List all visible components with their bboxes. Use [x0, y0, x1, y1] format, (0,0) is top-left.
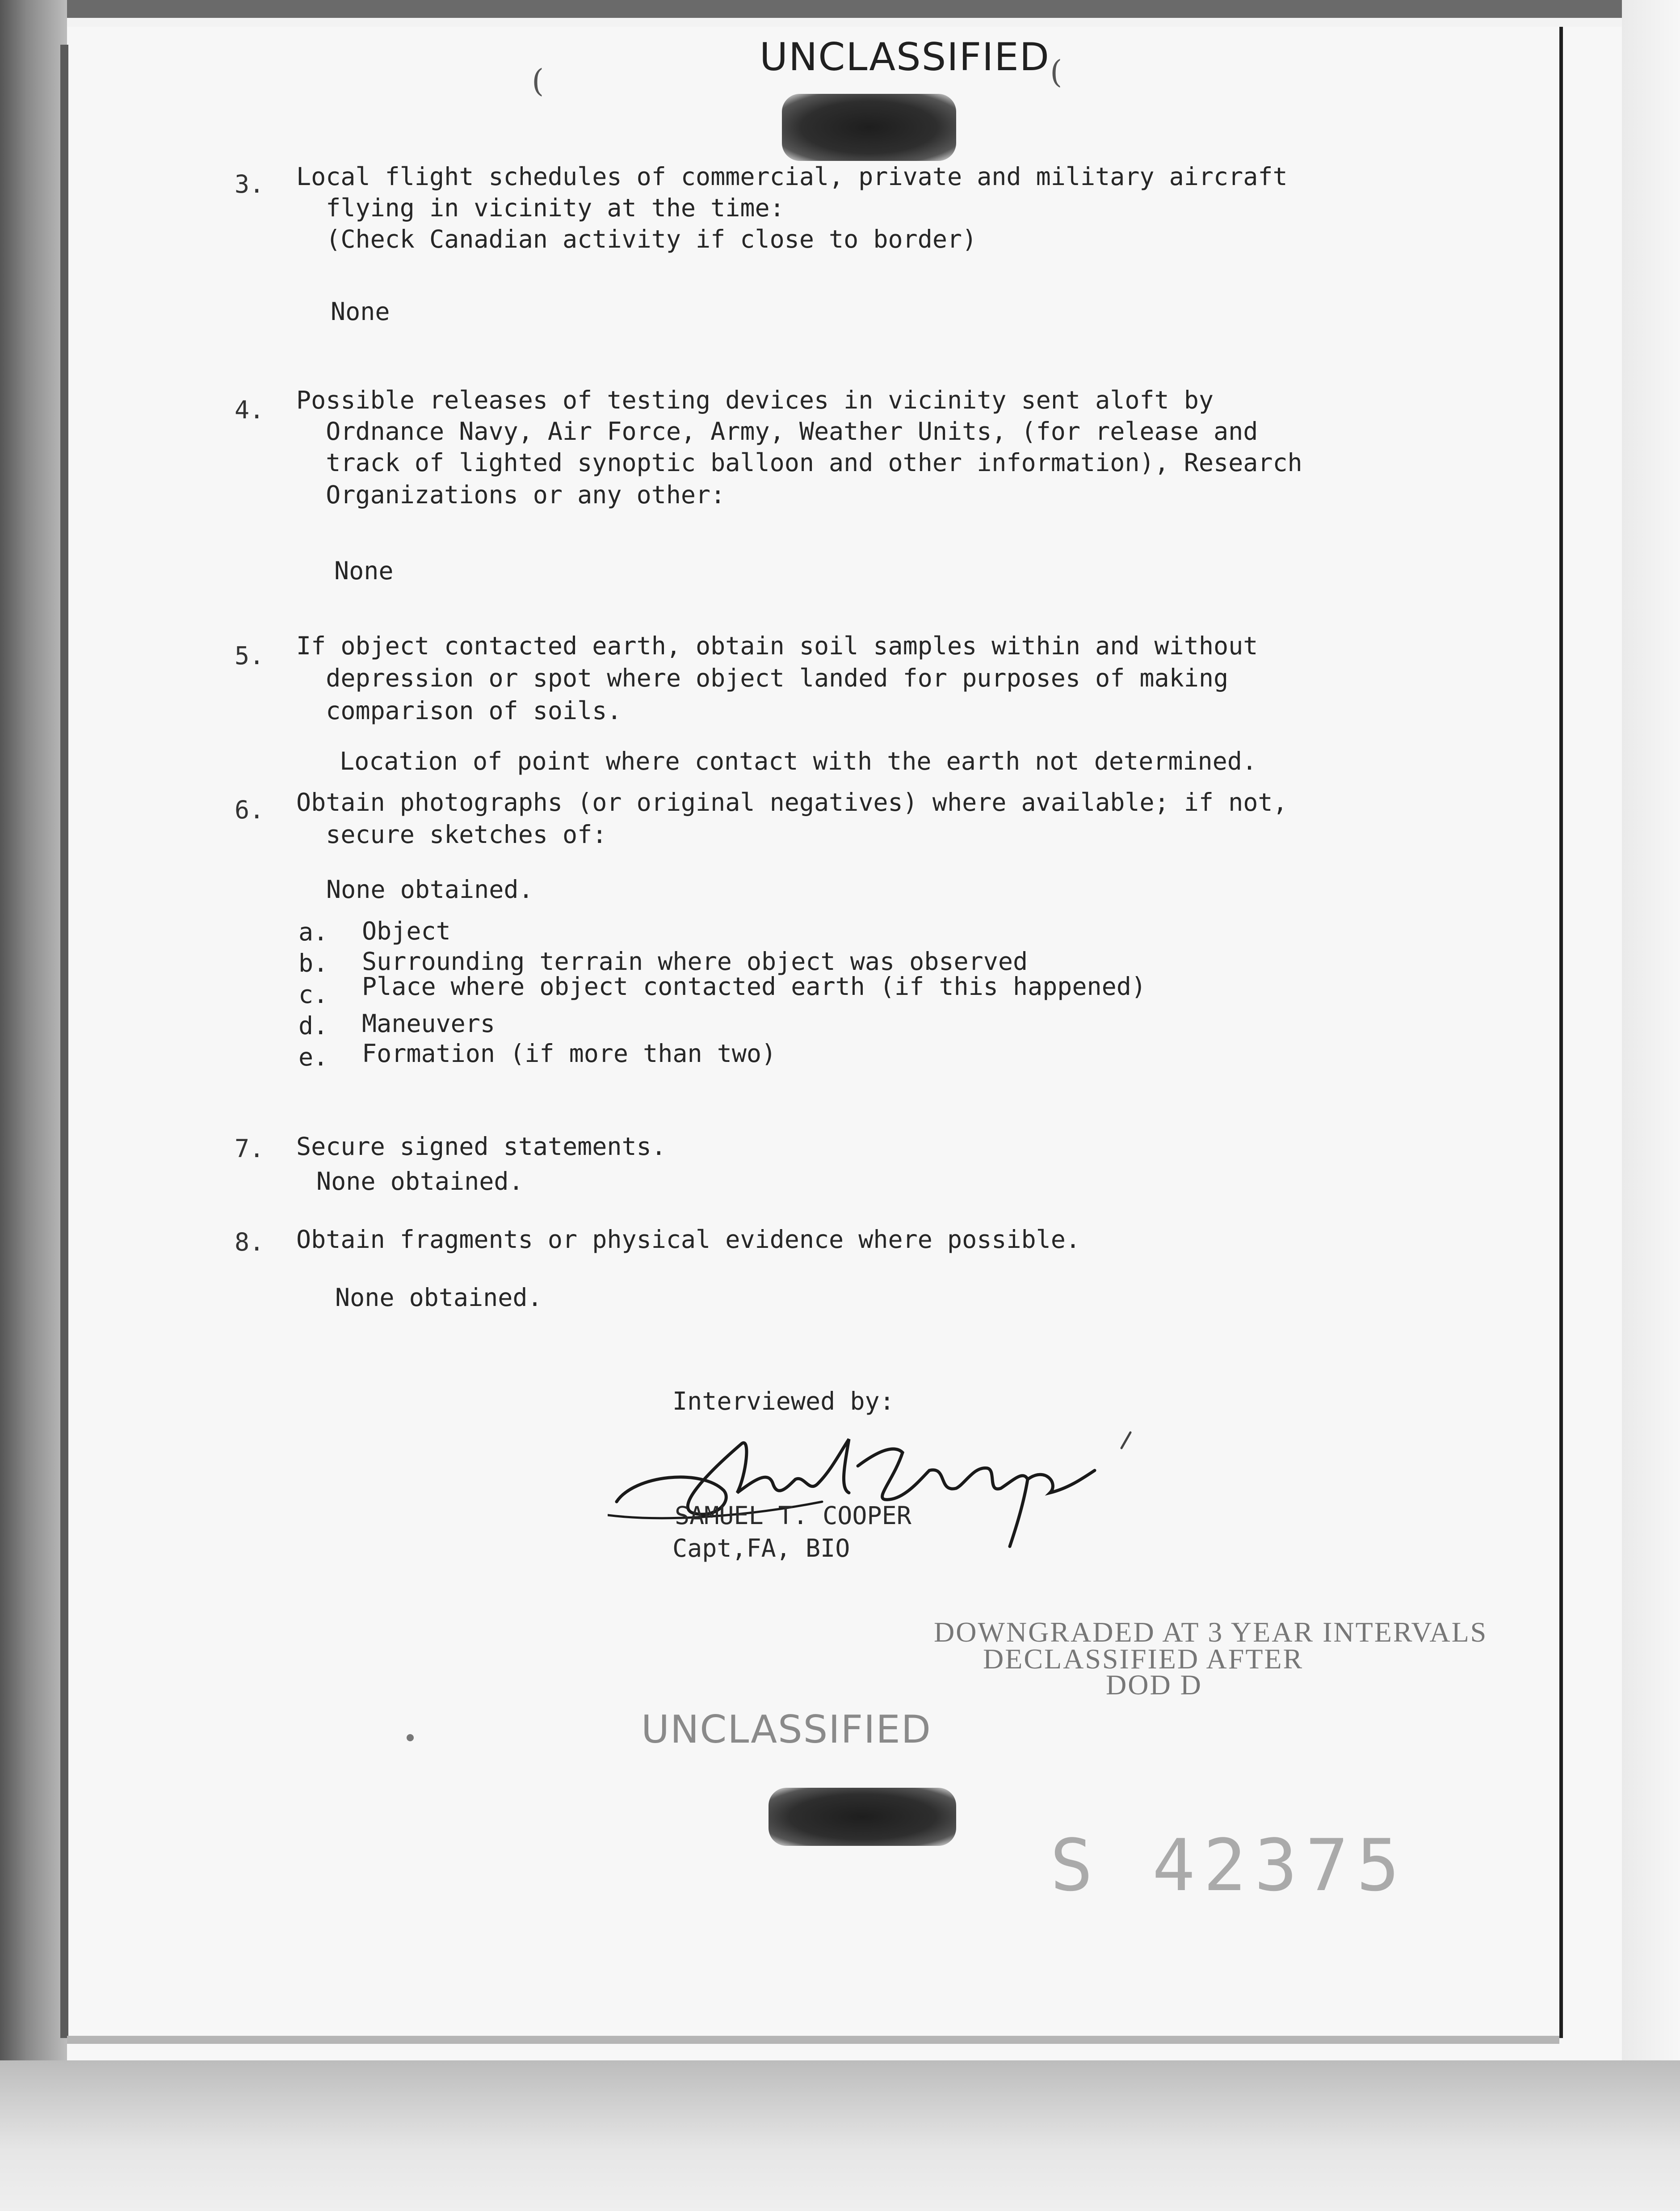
item-text-line: Obtain fragments or physical evidence where possible.: [296, 1225, 1080, 1254]
item-number: 3.: [235, 170, 265, 198]
item-number: 5.: [235, 641, 265, 670]
item-text-line: Possible releases of testing devices in vicinity sent aloft by: [296, 386, 1214, 414]
classification-header: UNCLASSIFIED: [760, 35, 1050, 80]
bracket-mark-right: (: [1050, 54, 1063, 90]
item-text-line: Obtain photographs (or original negatives) where available; if not,: [296, 788, 1288, 817]
item-text-line: flying in vicinity at the time:: [296, 194, 785, 222]
interviewer-name: SAMUEL T. COOPER: [675, 1501, 911, 1530]
page-edge-bottom: [67, 2036, 1559, 2044]
subitem-text: Object: [362, 917, 451, 945]
classification-footer: UNCLASSIFIED: [641, 1707, 932, 1752]
subitem-letter: c.: [298, 980, 328, 1009]
item-answer: None: [331, 297, 390, 326]
item-text-line: track of lighted synoptic balloon and other information), Research: [296, 448, 1302, 477]
subitem-text: Place where object contacted earth (if this happened): [362, 972, 1146, 1001]
item-answer: None: [334, 556, 394, 585]
ink-dot: [407, 1734, 414, 1741]
dod-directive-stamp-line: DOD D: [1106, 1669, 1202, 1701]
bracket-mark-left: (: [532, 63, 544, 99]
scan-border-right: [1622, 0, 1680, 2211]
redaction-blot-top: [782, 94, 956, 161]
subitem-letter: d.: [298, 1011, 328, 1040]
subitem-letter: b.: [298, 949, 328, 977]
item-number: 8.: [235, 1228, 265, 1256]
declassified-stamp-line: DECLASSIFIED AFTER: [983, 1643, 1304, 1675]
item-number: 6.: [235, 796, 265, 824]
item-text-line: comparison of soils.: [296, 696, 622, 725]
item-text-line: Organizations or any other:: [296, 480, 726, 509]
item-number: 7.: [235, 1134, 265, 1163]
scan-border-bottom: [0, 2060, 1680, 2211]
interviewed-by-label: Interviewed by:: [672, 1387, 895, 1415]
scan-border-left: [0, 0, 67, 2211]
item-answer: Location of point where contact with the earth not determined.: [340, 747, 1257, 775]
item-answer: None obtained.: [335, 1283, 542, 1312]
item-text-line: depression or spot where object landed for purposes of making: [296, 664, 1229, 692]
item-text-line: secure sketches of:: [296, 820, 607, 849]
item-text-line: Ordnance Navy, Air Force, Army, Weather Units, (for release and: [296, 417, 1258, 446]
scan-border-top: [0, 0, 1680, 18]
item-number: 4.: [235, 396, 265, 424]
page-edge-left: [60, 45, 68, 2038]
subitem-text: Maneuvers: [362, 1009, 496, 1038]
subitem-text: Formation (if more than two): [362, 1039, 777, 1068]
subitem-text: Surrounding terrain where object was observed: [362, 947, 1028, 976]
downgrade-stamp-line: DOWNGRADED AT 3 YEAR INTERVALS: [934, 1616, 1488, 1648]
item-answer: None obtained.: [316, 1167, 524, 1196]
subitem-letter: a.: [298, 918, 328, 946]
subitem-letter: e.: [298, 1043, 328, 1071]
item-text-line: Secure signed statements.: [296, 1132, 666, 1161]
interviewer-rank: Capt,FA, BIO: [672, 1534, 850, 1562]
item-text-line: Local flight schedules of commercial, private and military aircraft: [296, 162, 1288, 191]
serial-number-stamp: S 42375: [1050, 1824, 1408, 1907]
item-text-line: If object contacted earth, obtain soil samples within and without: [296, 632, 1258, 660]
page-edge-right: [1559, 27, 1563, 2038]
item-answer: None obtained.: [326, 875, 533, 904]
item-text-line: (Check Canadian activity if close to border): [296, 225, 977, 253]
redaction-blot-bottom: [769, 1788, 956, 1846]
